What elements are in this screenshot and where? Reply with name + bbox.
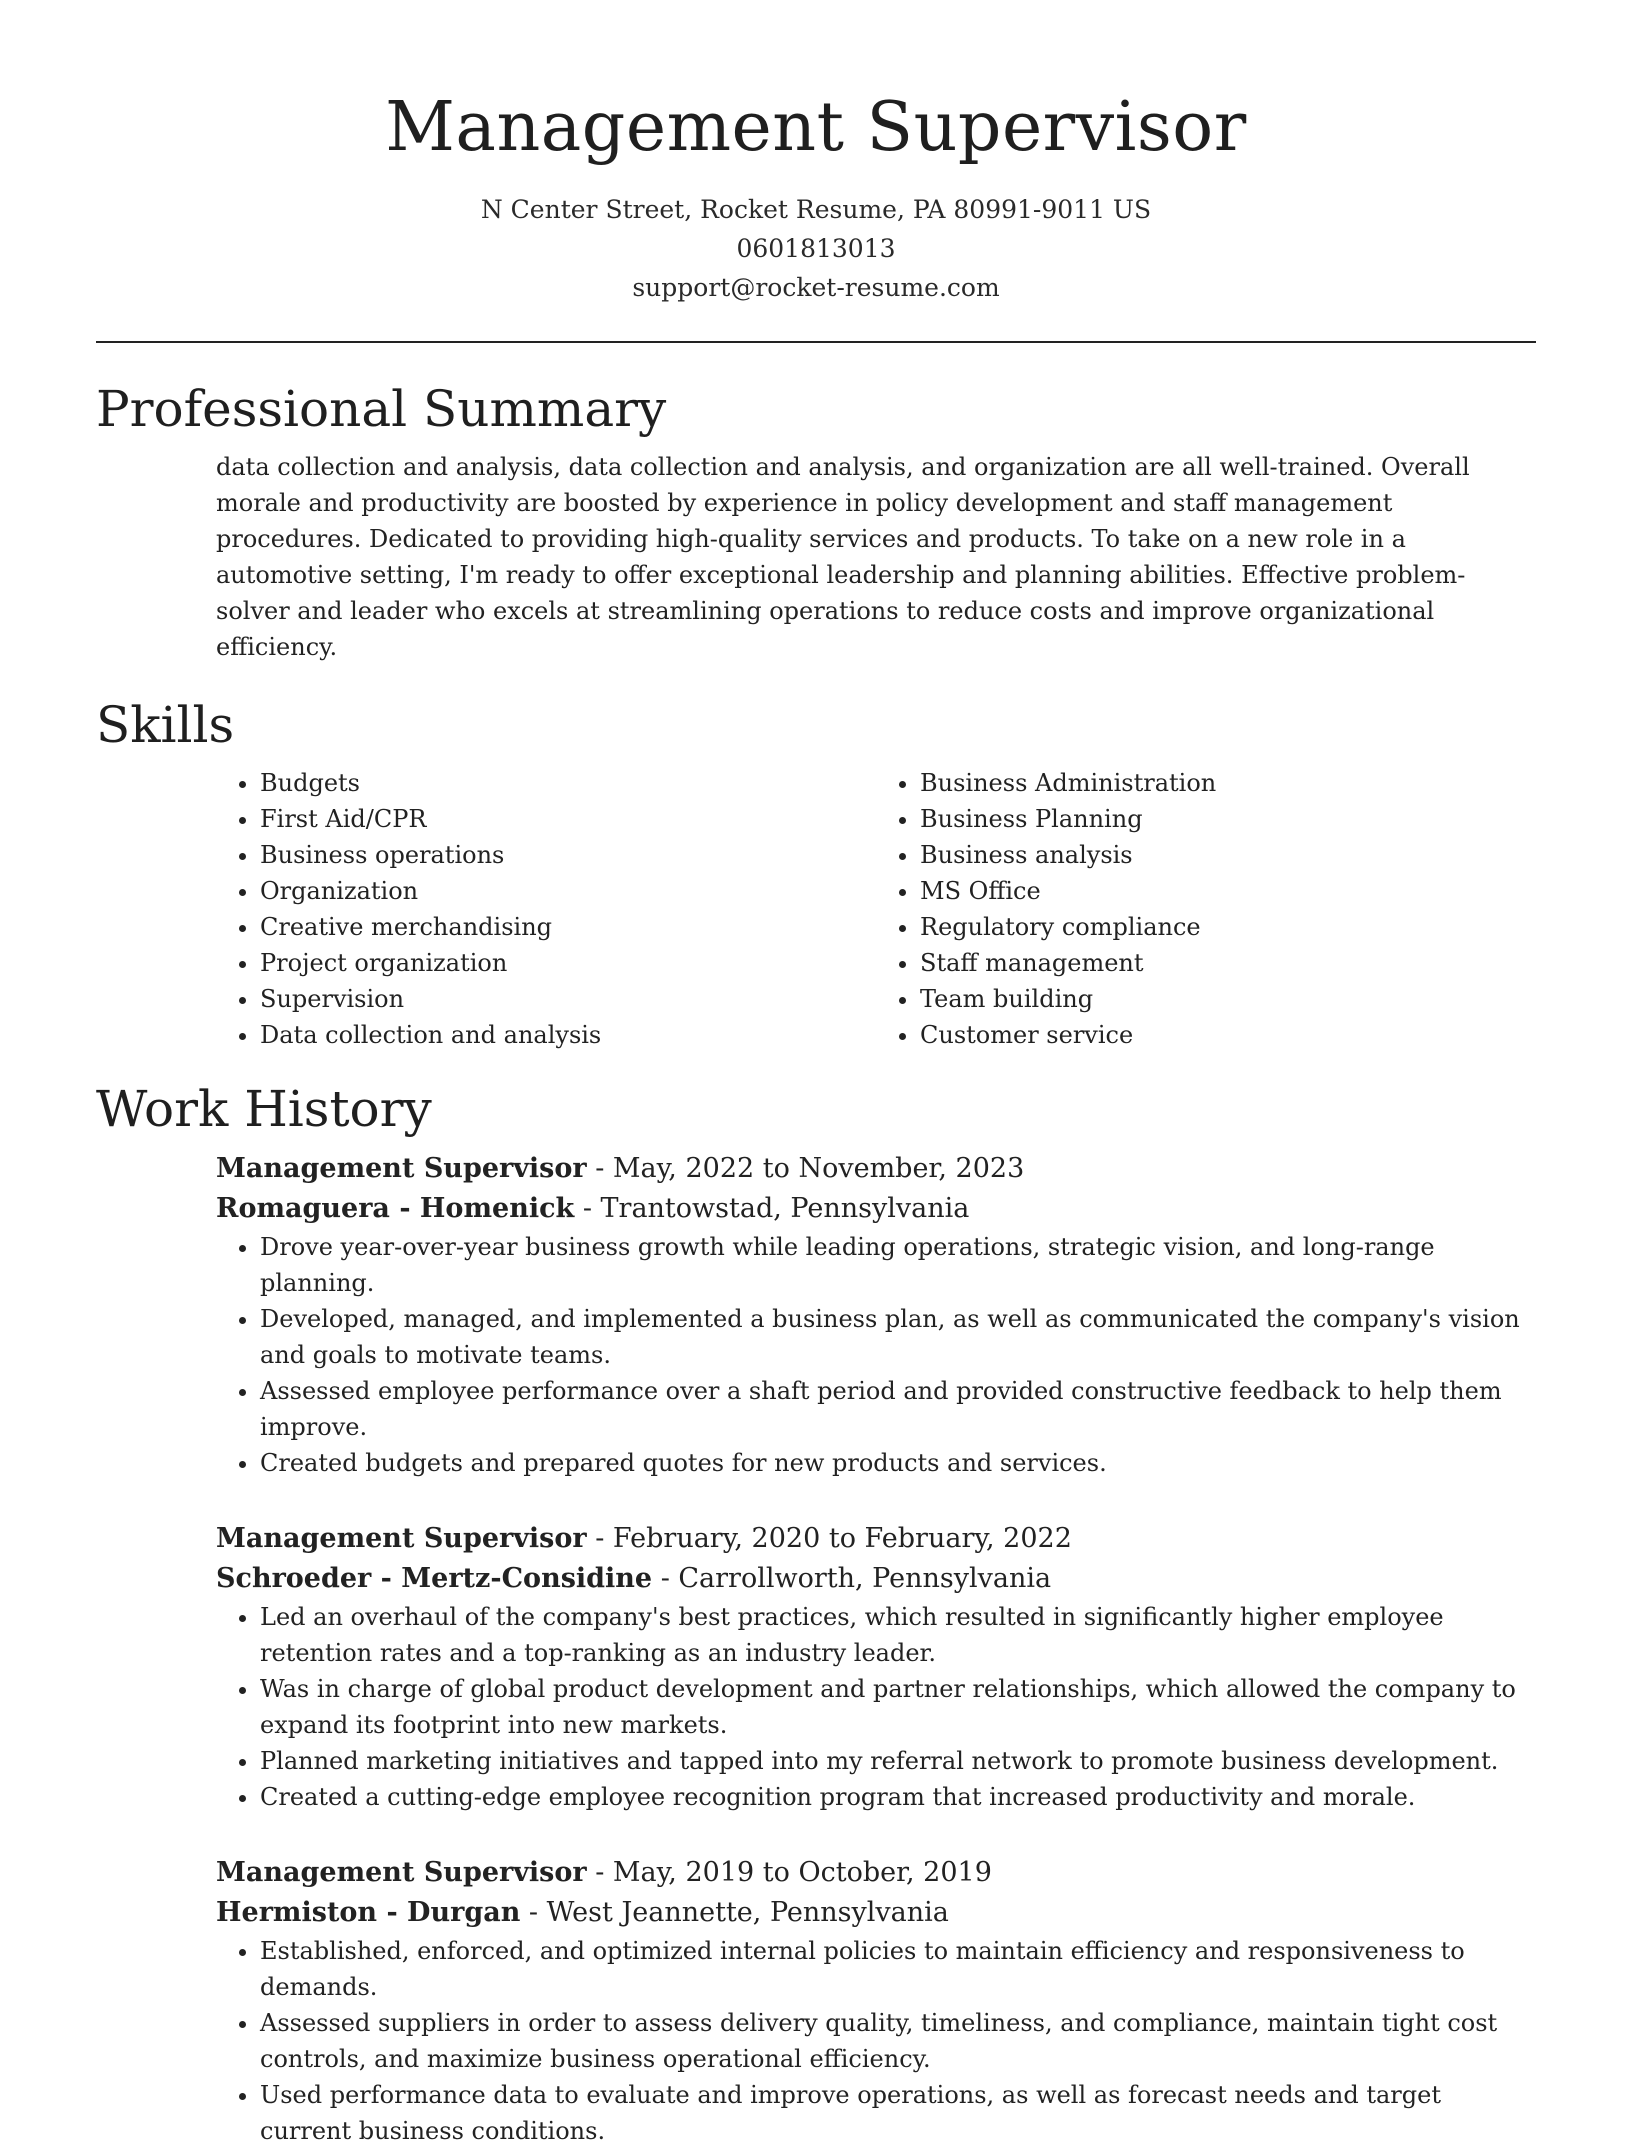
job-entry (216, 1149, 1536, 1481)
skills-section (96, 693, 1536, 1053)
skill-item: • Team building (920, 981, 1536, 1017)
skill-item: • Regulatory compliance (920, 909, 1536, 945)
skill-item: • Creative merchandising (260, 909, 876, 945)
skill-item: • Organization (260, 873, 876, 909)
job-company: Romaguera - Homenick (216, 1193, 575, 1224)
resume-header (96, 0, 1536, 307)
job-dates: - May, 2022 to November, 2023 (586, 1153, 1025, 1184)
job-bullet: • Led an overhaul of the company's best practices, which resulted in significantly higher employee retention rates and a top-ranking as an industry leader. (260, 1599, 1536, 1671)
job-bullet: • Planned marketing initiatives and tapped into my referral network to promote business development. (260, 1743, 1536, 1779)
summary-section (96, 377, 1536, 665)
skill-item: • Staff management (920, 945, 1536, 981)
job-entry (216, 1853, 1536, 2149)
job-entry (216, 1519, 1536, 1815)
skill-item: • Budgets (260, 765, 876, 801)
work-history-section (96, 1077, 1536, 2149)
job-bullets (216, 1229, 1536, 1481)
contact-phone: 0601813013 (736, 234, 896, 263)
skill-item: • Project organization (260, 945, 876, 981)
skills-list-left (216, 765, 876, 1053)
job-company-line (216, 1893, 1536, 1933)
candidate-name: Management Supervisor (385, 88, 1247, 167)
job-bullet: • Drove year-over-year business growth while leading operations, strategic vision, and long-range planning. (260, 1229, 1536, 1301)
skill-item: • Customer service (920, 1017, 1536, 1053)
job-title: Management Supervisor (216, 1857, 587, 1888)
job-bullets (216, 1599, 1536, 1815)
job-bullet: • Created a cutting-edge employee recognition program that increased productivity and morale. (260, 1779, 1536, 1815)
skill-item: • First Aid/CPR (260, 801, 876, 837)
job-bullet: • Was in charge of global product development and partner relationships, which allowed the company to expand its footprint into new markets. (260, 1671, 1536, 1743)
skills-heading: Skills (96, 696, 235, 754)
job-dates: - May, 2019 to October, 2019 (586, 1857, 992, 1888)
skill-item: • Business analysis (920, 837, 1536, 873)
job-location: - Carrollworth, Pennsylvania (652, 1563, 1052, 1594)
job-title-line (216, 1149, 1536, 1189)
job-company: Hermiston - Durgan (216, 1897, 521, 1928)
resume-page (96, 0, 1536, 2145)
job-location: - West Jeannette, Pennsylvania (520, 1897, 949, 1928)
job-title: Management Supervisor (216, 1153, 587, 1184)
job-title-line (216, 1853, 1536, 1893)
header-divider (96, 341, 1536, 343)
skills-columns (216, 765, 1536, 1053)
job-bullet: • Established, enforced, and optimized internal policies to maintain efficiency and responsiveness to demands. (260, 1933, 1536, 2005)
job-bullet: • Assessed employee performance over a shaft period and provided constructive feedback to help them improve. (260, 1373, 1536, 1445)
job-title: Management Supervisor (216, 1523, 587, 1554)
job-bullet: • Created budgets and prepared quotes for new products and services. (260, 1445, 1536, 1481)
job-company: Schroeder - Mertz-Considine (216, 1563, 653, 1594)
summary-heading: Professional Summary (96, 380, 667, 438)
skill-item: • Business operations (260, 837, 876, 873)
skill-item: • Data collection and analysis (260, 1017, 876, 1053)
contact-address: N Center Street, Rocket Resume, PA 80991-9011 US (480, 195, 1152, 224)
job-bullets (216, 1933, 1536, 2149)
job-bullet: • Developed, managed, and implemented a business plan, as well as communicated the company's vision and goals to motivate teams. (260, 1301, 1536, 1373)
work-history-heading: Work History (96, 1080, 432, 1138)
job-dates: - February, 2020 to February, 2022 (586, 1523, 1072, 1554)
contact-email: support@rocket-resume.com (632, 273, 1000, 302)
skill-item: • Business Administration (920, 765, 1536, 801)
skill-item: • Business Planning (920, 801, 1536, 837)
job-company-line (216, 1189, 1536, 1229)
job-title-line (216, 1519, 1536, 1559)
job-bullet: • Assessed suppliers in order to assess delivery quality, timeliness, and compliance, maintain tight cost controls, and maximize business operational efficiency. (260, 2005, 1536, 2077)
job-company-line (216, 1559, 1536, 1599)
skill-item: • MS Office (920, 873, 1536, 909)
job-location: - Trantowstad, Pennsylvania (574, 1193, 970, 1224)
skill-item: • Supervision (260, 981, 876, 1017)
job-bullet: • Used performance data to evaluate and improve operations, as well as forecast needs and target current business conditions. (260, 2077, 1536, 2149)
skills-list-right (876, 765, 1536, 1053)
summary-text: data collection and analysis, data collection and analysis, and organization are all well-trained. Overall morale and productivity are boosted by experience in policy development and staff management procedures. Dedicated to providing high-quality services and products. To take on a new role in a automotive setting, I'm ready to offer exceptional leadership and planning abilities. Effective problem-solver and leader who excels at streamlining operations to reduce costs and improve organizational efficiency. (216, 453, 1470, 661)
